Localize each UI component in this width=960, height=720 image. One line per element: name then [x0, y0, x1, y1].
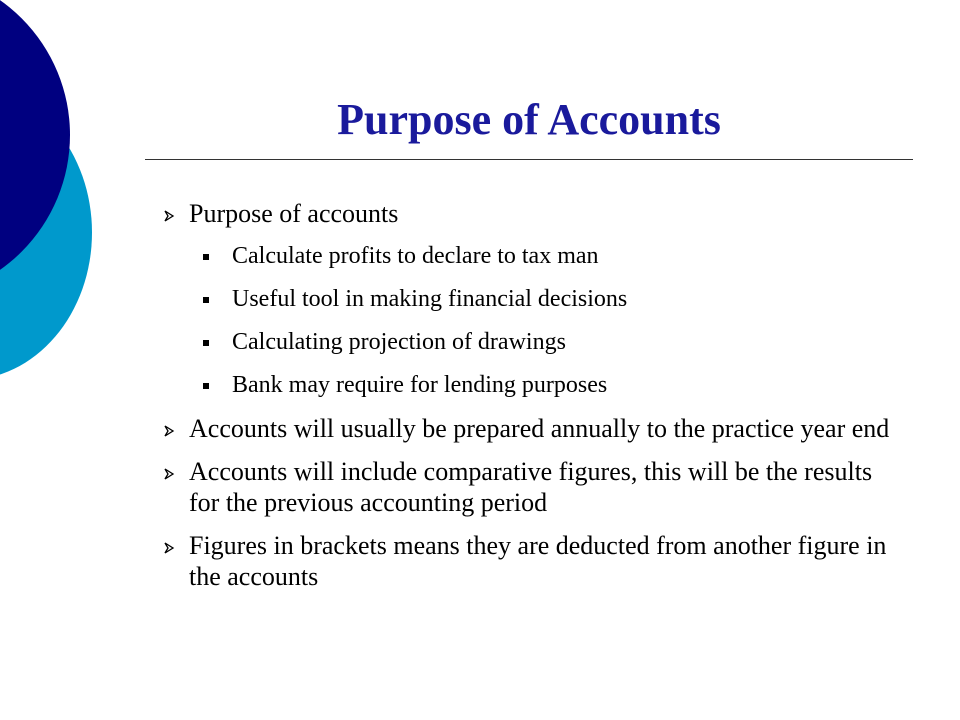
list-item [160, 327, 900, 358]
list-item-text: Calculating projection of drawings [232, 329, 566, 355]
arrow-bullet-icon [163, 210, 175, 222]
list-item [160, 241, 900, 272]
list-item [160, 530, 900, 592]
list-item-text: Calculate profits to declare to tax man [232, 243, 599, 269]
list-item [160, 413, 900, 444]
square-bullet-icon [203, 254, 209, 260]
arrow-bullet-icon [163, 542, 175, 554]
slide-title: Purpose of Accounts [337, 95, 721, 144]
square-bullet-icon [203, 383, 209, 389]
square-bullet-icon [203, 297, 209, 303]
list-item-text: Useful tool in making financial decisions [232, 286, 628, 312]
list-item-text: Purpose of accounts [189, 199, 399, 228]
list-item [160, 456, 900, 518]
list-item-text: Accounts will include comparative figures, this will be the results for the previous accounting period [189, 457, 873, 517]
square-bullet-icon [203, 340, 209, 346]
list-item [160, 198, 900, 229]
list-item-text: Accounts will usually be prepared annually to the practice year end [189, 414, 890, 443]
list-item-text: Bank may require for lending purposes [232, 372, 608, 398]
arrow-bullet-icon [163, 468, 175, 480]
title-divider [145, 159, 913, 160]
bullet-list [160, 198, 900, 604]
arrow-bullet-icon [163, 425, 175, 437]
list-item-text: Figures in brackets means they are deducted from another figure in the accounts [189, 531, 887, 591]
list-item [160, 370, 900, 401]
list-item [160, 284, 900, 315]
